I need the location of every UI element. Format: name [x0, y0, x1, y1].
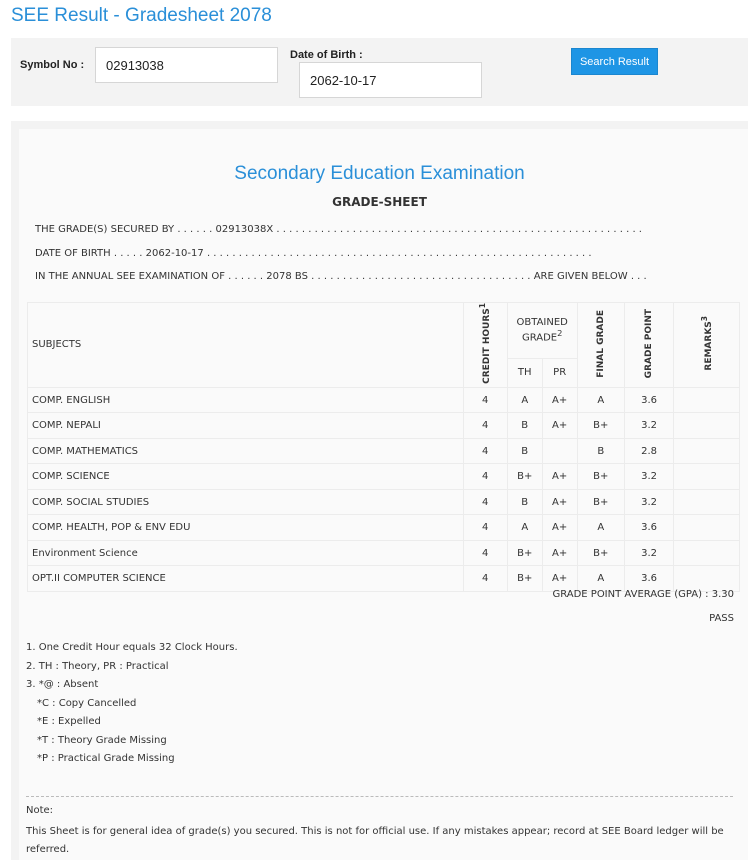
grade-point-cell: 3.2 [624, 540, 673, 566]
note-item: *E : Expelled [37, 716, 101, 727]
final-grade-cell: B+ [577, 464, 624, 490]
search-panel [11, 38, 748, 106]
final-grade-cell: B [577, 438, 624, 464]
table-row [28, 515, 740, 541]
final-grade-cell: A [577, 387, 624, 413]
date-of-birth-input[interactable] [299, 62, 482, 98]
credit-cell: 4 [463, 566, 507, 592]
subject-cell: COMP. SOCIAL STUDIES [28, 489, 464, 515]
table-row [28, 540, 740, 566]
credit-cell: 4 [463, 464, 507, 490]
legend-notes [26, 639, 238, 769]
page-title: SEE Result - Gradesheet 2078 [11, 5, 272, 26]
header-subjects: SUBJECTS [28, 303, 464, 388]
header-grade-point [624, 303, 673, 388]
header-obtained-grade [507, 303, 577, 359]
remarks-cell [674, 515, 740, 541]
sheet-subtitle: GRADE-SHEET [332, 195, 427, 209]
secured-by-line [35, 224, 675, 235]
table-row [28, 566, 740, 592]
subject-cell: Environment Science [28, 540, 464, 566]
note-item: *T : Theory Grade Missing [37, 734, 167, 746]
final-grade-cell: A [577, 566, 624, 592]
final-grade-text: FINAL GRADE [595, 309, 606, 378]
secured-by-value: 02913038X [215, 224, 274, 235]
final-grade-cell: A [577, 515, 624, 541]
subject-cell: COMP. SCIENCE [28, 464, 464, 490]
pr-grade-cell: A+ [542, 413, 577, 439]
examination-line [35, 271, 675, 282]
secured-by-prefix: THE GRADE(S) SECURED BY . . . . . . [35, 224, 213, 235]
table-row [28, 489, 740, 515]
remarks-cell [674, 438, 740, 464]
credit-cell: 4 [463, 438, 507, 464]
result-status: PASS [709, 613, 734, 624]
th-grade-cell: A [507, 387, 542, 413]
exam-value: 2078 BS [266, 271, 308, 282]
grade-point-cell: 2.8 [624, 438, 673, 464]
note-item: *P : Practical Grade Missing [37, 753, 175, 764]
credit-cell: 4 [463, 489, 507, 515]
obtained-grade-sup: 2 [557, 328, 563, 339]
remarks-cell [674, 566, 740, 592]
credit-cell: 4 [463, 387, 507, 413]
table-row [28, 387, 740, 413]
credit-hours-sup: 1 [478, 303, 488, 309]
grade-sheet [19, 129, 748, 860]
exam-dots: . . . . . . . . . . . . . . . . . . . . . . . . . . . . . . . . . . . [311, 271, 531, 282]
dob-dots: . . . . . . . . . . . . . . . . . . . . . . . . . . . . . . . . . . . . . . . . . . . . . . . . . . . . . . . . . . . . . [206, 248, 592, 259]
credit-hours-text: CREDIT HOURS [482, 308, 493, 384]
pr-grade-cell: A+ [542, 489, 577, 515]
symbol-number-input[interactable] [95, 47, 278, 83]
note-item: 3. *@ : Absent [26, 679, 99, 690]
grade-point-text: GRADE POINT [644, 308, 655, 379]
note-item: 2. TH : Theory, PR : Practical [26, 660, 169, 672]
grade-point-cell: 3.2 [624, 413, 673, 439]
th-grade-cell: B+ [507, 464, 542, 490]
table-row [28, 413, 740, 439]
th-grade-cell: B+ [507, 566, 542, 592]
grade-point-cell: 3.2 [624, 464, 673, 490]
table-row [28, 438, 740, 464]
gpa-summary: GRADE POINT AVERAGE (GPA) : 3.30 [552, 589, 734, 600]
header-th: TH [507, 358, 542, 387]
result-container [11, 121, 748, 860]
subject-cell: COMP. MATHEMATICS [28, 438, 464, 464]
th-grade-cell: B+ [507, 540, 542, 566]
remarks-cell [674, 464, 740, 490]
note-item: *C : Copy Cancelled [37, 697, 137, 709]
date-of-birth-line [35, 248, 675, 259]
symbol-number-label: Symbol No : [20, 59, 85, 71]
subject-cell: COMP. ENGLISH [28, 387, 464, 413]
grade-point-cell: 3.6 [624, 515, 673, 541]
header-final-grade [577, 303, 624, 388]
th-grade-cell: A [507, 515, 542, 541]
remarks-cell [674, 413, 740, 439]
exam-prefix: IN THE ANNUAL SEE EXAMINATION OF . . . . . . [35, 271, 264, 282]
remarks-cell [674, 387, 740, 413]
header-remarks [674, 303, 740, 388]
remarks-cell [674, 540, 740, 566]
pr-grade-cell: A+ [542, 515, 577, 541]
grade-point-cell: 3.6 [624, 566, 673, 592]
credit-cell: 4 [463, 413, 507, 439]
header-pr: PR [542, 358, 577, 387]
secured-by-dots: . . . . . . . . . . . . . . . . . . . . . . . . . . . . . . . . . . . . . . . . . . . . . . . . . . . . . . . . . . [276, 224, 642, 235]
pr-grade-cell: A+ [542, 566, 577, 592]
note-heading: Note: [26, 805, 54, 816]
table-row [28, 464, 740, 490]
dob-value: 2062-10-17 [145, 248, 204, 259]
subject-cell: OPT.II COMPUTER SCIENCE [28, 566, 464, 592]
final-grade-cell: B+ [577, 489, 624, 515]
grade-point-cell: 3.2 [624, 489, 673, 515]
subject-cell: COMP. NEPALI [28, 413, 464, 439]
th-grade-cell: B [507, 413, 542, 439]
obtained-grade-text: OBTAINED GRADE [516, 317, 568, 344]
note-item: 1. One Credit Hour equals 32 Clock Hours. [26, 642, 238, 653]
subject-cell: COMP. HEALTH, POP & ENV EDU [28, 515, 464, 541]
search-result-button[interactable]: Search Result [571, 48, 658, 75]
dob-prefix: DATE OF BIRTH . . . . . [35, 248, 143, 259]
remarks-cell [674, 489, 740, 515]
header-credit-hours [463, 303, 507, 388]
th-grade-cell: B [507, 489, 542, 515]
exam-suffix: ARE GIVEN BELOW . . . [533, 271, 647, 282]
credit-cell: 4 [463, 540, 507, 566]
th-grade-cell: B [507, 438, 542, 464]
remarks-text: REMARKS [703, 321, 714, 371]
grades-table [27, 302, 740, 592]
pr-grade-cell: A+ [542, 540, 577, 566]
note-text: This Sheet is for general idea of grade(s) you secured. This is not for official use. If any mistakes appear; record at SEE Board ledger will be referred. [26, 826, 724, 855]
final-grade-cell: B+ [577, 540, 624, 566]
credit-cell: 4 [463, 515, 507, 541]
divider [26, 796, 733, 797]
remarks-sup: 3 [699, 316, 709, 322]
date-of-birth-label: Date of Birth : [290, 49, 363, 61]
pr-grade-cell [542, 438, 577, 464]
final-grade-cell: B+ [577, 413, 624, 439]
pr-grade-cell: A+ [542, 464, 577, 490]
pr-grade-cell: A+ [542, 387, 577, 413]
grade-point-cell: 3.6 [624, 387, 673, 413]
sheet-title: Secondary Education Examination [234, 163, 525, 184]
